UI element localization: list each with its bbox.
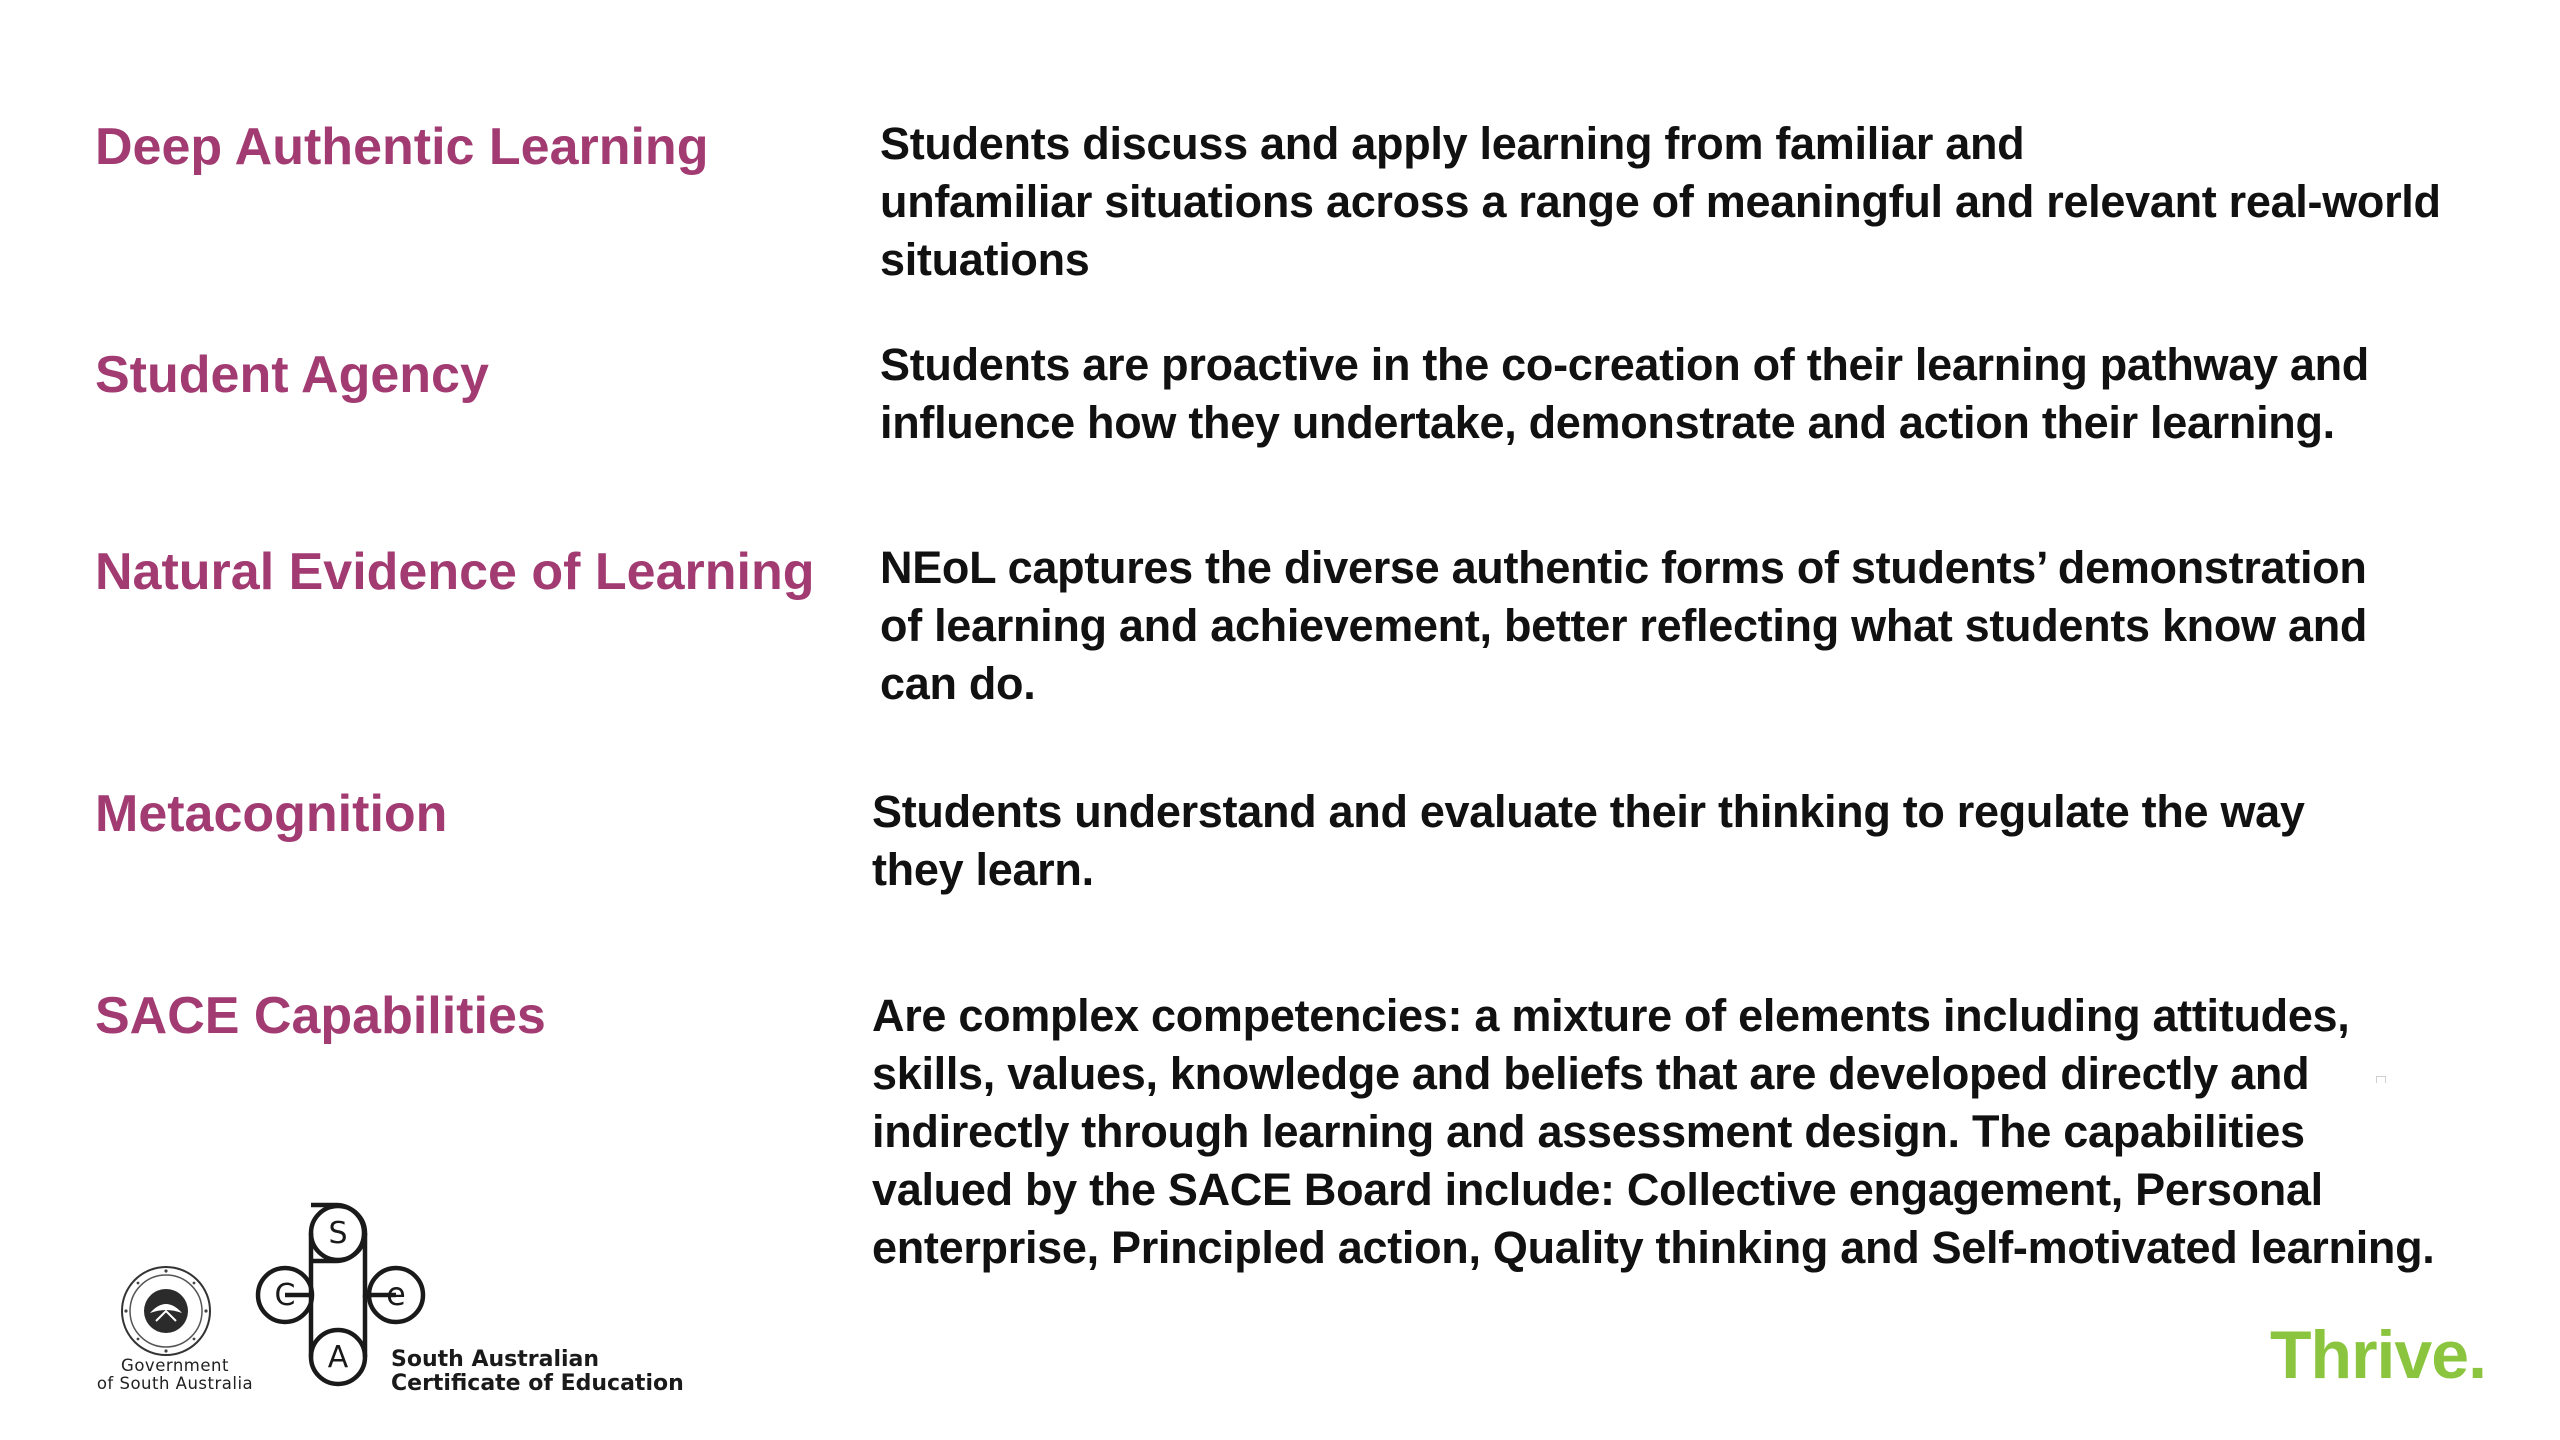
- definition-sace-capabilities: [872, 987, 2434, 1277]
- term-metacognition: Metacognition: [95, 785, 448, 843]
- sace-letter-s: S: [328, 1216, 348, 1251]
- definition-student-agency: [880, 336, 2369, 452]
- government-crest-icon: [120, 1265, 212, 1357]
- definition-line: indirectly through learning and assessment design. The capabilities: [872, 1106, 2305, 1157]
- sace-letter-c: C: [274, 1278, 296, 1313]
- definition-natural-evidence-of-learning: [880, 539, 2367, 713]
- term-sace-capabilities: SACE Capabilities: [95, 987, 546, 1045]
- term-deep-authentic-learning: Deep Authentic Learning: [95, 118, 709, 176]
- sace-letter-e: e: [386, 1275, 406, 1313]
- definition-line: enterprise, Principled action, Quality thinking and Self-motivated learning.: [872, 1222, 2435, 1273]
- sace-label-line1: South Australian: [391, 1347, 600, 1372]
- definition-metacognition: [872, 783, 2305, 899]
- thrive-logo: Thrive.: [2270, 1317, 2486, 1393]
- definition-line: Students discuss and apply learning from familiar and: [880, 118, 2025, 169]
- sace-label: [391, 1348, 684, 1396]
- definition-line: Are complex competencies: a mixture of elements including attitudes,: [872, 990, 2350, 1041]
- definition-line: NEoL captures the diverse authentic forms of students’ demonstration: [880, 542, 2367, 593]
- definition-line: they learn.: [872, 844, 1094, 895]
- definition-line: Students understand and evaluate their thinking to regulate the way: [872, 786, 2305, 837]
- definition-line: unfamiliar situations across a range of meaningful and relevant real-world: [880, 176, 2441, 227]
- definition-line: influence how they undertake, demonstrate and action their learning.: [880, 397, 2335, 448]
- definition-line: situations: [880, 234, 1090, 285]
- definition-line: Students are proactive in the co-creation of their learning pathway and: [880, 339, 2369, 390]
- definition-deep-authentic-learning: [880, 115, 2441, 289]
- term-natural-evidence-of-learning: Natural Evidence of Learning: [95, 543, 815, 601]
- government-label-line1: Government: [121, 1356, 229, 1375]
- definition-line: can do.: [880, 658, 1036, 709]
- sace-letter-a: A: [327, 1340, 349, 1375]
- term-student-agency: Student Agency: [95, 346, 489, 404]
- footer-logos: [75, 1195, 684, 1405]
- definition-line: of learning and achievement, better reflecting what students know and: [880, 600, 2368, 651]
- definition-line: valued by the SACE Board include: Collective engagement, Personal: [872, 1164, 2323, 1215]
- government-of-south-australia-label: [75, 1357, 275, 1393]
- definition-line: skills, values, knowledge and beliefs that are developed directly and: [872, 1048, 2310, 1099]
- government-label-line2: of South Australia: [96, 1374, 254, 1393]
- decorative-speck: [2376, 1076, 2386, 1083]
- sace-label-line2: Certificate of Education: [391, 1371, 684, 1396]
